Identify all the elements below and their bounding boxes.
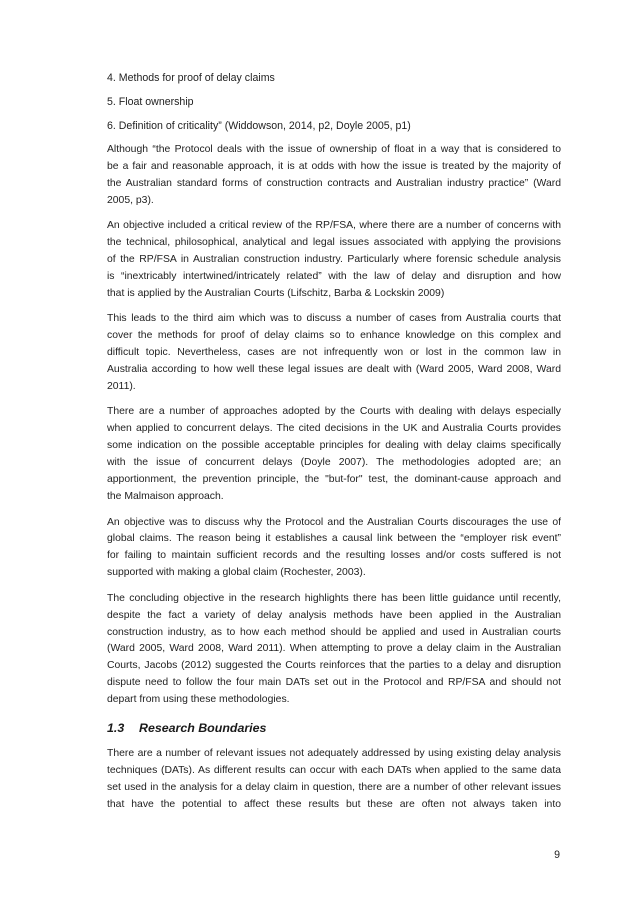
text-line: for failing to maintain sufficient records and the resulting losses and/or costs suffered is not	[107, 550, 561, 562]
list-item: 6. Definition of criticality” (Widdowson, 2014, p2, Doyle 2005, p1)	[107, 120, 411, 132]
text-line: 2005, p3).	[107, 194, 154, 206]
page-content	[107, 70, 561, 822]
page-number: 9	[554, 849, 560, 861]
text-line: This leads to the third aim which was to discuss a number of cases from Australia courts that	[107, 313, 561, 325]
text-line: An objective included a critical review of the RP/FSA, where there are a number of concerns with	[107, 220, 561, 232]
text-line: 2011).	[107, 380, 136, 392]
paragraph-float-ownership	[107, 142, 561, 210]
text-line: (Ward 2005, Ward 2008, Ward 2011). When attempting to prove a delay claim in the Australian	[107, 643, 561, 655]
text-line: despite the fact a variety of delay analysis methods have been applied in the Australian	[107, 609, 561, 621]
text-line: that have the potential to affect these results but these are often not always taken into	[107, 798, 561, 810]
text-line: set used in the analysis for a delay claim in question, there are a number of other relevant issues	[107, 781, 561, 793]
text-line: There are a number of approaches adopted by the Courts with dealing with delays especially	[107, 406, 561, 418]
text-line: of the RP/FSA in Australian construction industry. Particularly where forensic schedule analysis	[107, 254, 561, 266]
text-line: Australia according to how well these legal issues are dealt with (Ward 2005, Ward 2008, Ward	[107, 364, 561, 376]
text-line: is “inextricably intertwined/intricately related” with the law of delay and disruption and how	[107, 270, 561, 282]
text-line: apportionment, the prevention principle, the "but-for" test, the dominant-cause approach and	[107, 474, 561, 486]
text-line: supported with making a global claim (Rochester, 2003).	[107, 567, 366, 579]
text-line: some indication on the possible acceptable principles for dealing with delay claims specifically	[107, 440, 561, 452]
text-line: dispute need to follow the four main DATs set out in the Protocol and RP/FSA and should not	[107, 677, 561, 689]
text-line: The concluding objective in the research highlights there has been little guidance until recently,	[107, 592, 561, 604]
section-heading	[107, 720, 561, 737]
text-line: An objective was to discuss why the Protocol and the Australian Courts discourages the use of	[107, 516, 561, 528]
text-line: global claims. The reason being it establishes a causal link between the “employer risk event”	[107, 533, 561, 545]
section-number: 1.3	[107, 721, 125, 736]
text-line: Courts, Jacobs (2012) suggested the Courts reinforces that the parties to a delay and disruption	[107, 660, 561, 672]
section-title: Research Boundaries	[139, 721, 267, 736]
paragraph-research-boundaries	[107, 746, 561, 814]
text-line: There are a number of relevant issues not adequately addressed by using existing delay analysis	[107, 748, 561, 760]
text-line: with the issue of concurrent delays (Doyle 2007). The methodologies adopted are; an	[107, 457, 561, 469]
text-line: when applied to concurrent delays. The cited decisions in the UK and Australia Courts provides	[107, 423, 561, 435]
text-line: be a fair and reasonable approach, it is at odds with how the issue is treated by the majority of	[107, 160, 561, 172]
text-line: Although “the Protocol deals with the issue of ownership of float in a way that is considered to	[107, 144, 561, 155]
text-line: the Malmaison approach.	[107, 491, 224, 502]
text-line: that is applied by the Australian Courts (Lifschitz, Barba & Lockskin 2009)	[107, 287, 445, 299]
list-item: 4. Methods for proof of delay claims	[107, 72, 275, 84]
paragraph-rp-fsa-review	[107, 218, 561, 303]
text-line: construction industry, as to how each method should be applied and used in Australian courts	[107, 626, 561, 638]
text-line: techniques (DATs). As different results can occur with each DATs when applied to the same data	[107, 764, 561, 776]
list-item: 5. Float ownership	[107, 96, 194, 108]
text-line: depart from using these methodologies.	[107, 694, 290, 706]
paragraph-concurrent-delays	[107, 404, 561, 505]
paragraph-third-aim	[107, 311, 561, 396]
paragraph-global-claims	[107, 515, 561, 583]
text-line: the technical, philosophical, analytical and legal issues associated with applying the provisions	[107, 237, 561, 249]
text-line: difficult topic. Nevertheless, cases are not infrequently won or lost in the common law in	[107, 347, 561, 359]
text-line: cover the methods for proof of delay claims so to enhance knowledge on this complex and	[107, 330, 561, 342]
text-line: the Australian standard forms of construction contracts and Australian industry practice” (Ward	[107, 177, 561, 189]
paragraph-concluding-objective	[107, 591, 561, 709]
